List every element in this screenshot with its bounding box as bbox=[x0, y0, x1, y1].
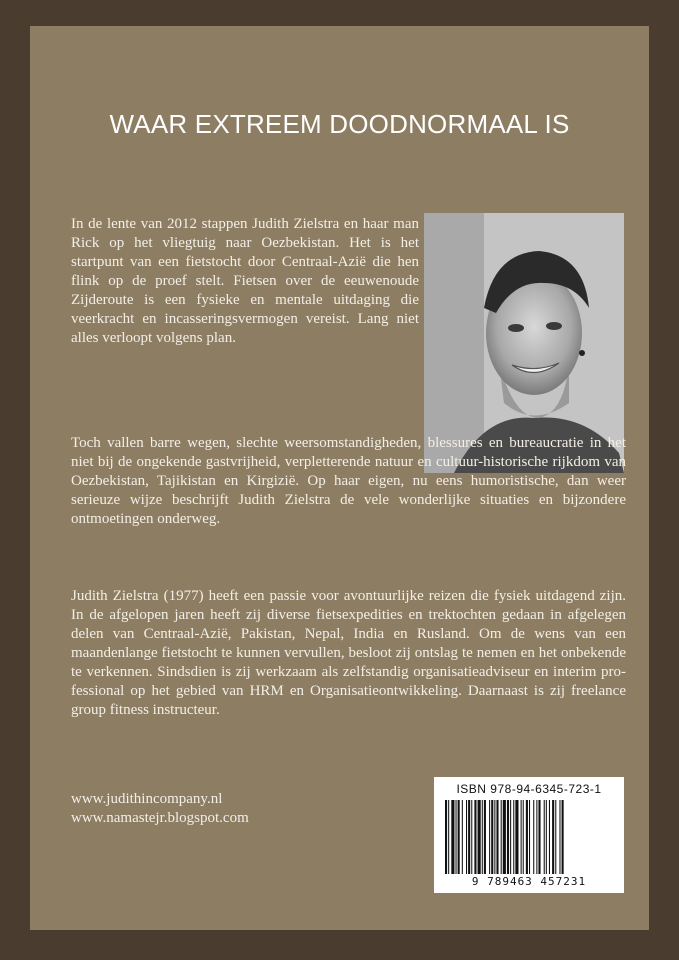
summary-paragraph: Toch vallen barre wegen, slechte weersomstandigheden, blessures en bureaucratie in het niet bij de ongekende gastvrijheid, verpletterende natuur en cultuur-historische rijkdom van Oezbekistan, Tajikistan en Kirgizië. Op haar eigen, nu eens humoristische, dan weer serieuze wijze beschrijft Judith Zielstra de vele wonderlijke situaties en bijzondere ontmoetingen onderweg. bbox=[71, 435, 626, 527]
website-links bbox=[71, 790, 249, 828]
barcode-digits: 9 789463 457231 bbox=[471, 875, 587, 888]
website-link-judithincompany[interactable]: www.judithincompany.nl bbox=[71, 791, 223, 807]
author-bio-paragraph: Judith Zielstra (1977) heeft een passie voor avontuurlijke reizen die fysiek uitdagend zijn. In de afgelopen jaren heeft zij diverse fietsexpedities en trektochten gedaan in afgelegen delen van Centraal-Azië, Pakistan, Nepal, India en Rusland. Om de wens van een maandenlange fietstocht te kunnen vervullen, besloot zij ontslag te nemen en het onbekende te verkennen. Sindsdien is zij werkzaam als zelfstandig organisatieadviseur en interim professional op het gebied van HRM en Organisatieontwikkeling. Daarnaast is zij freelance group fitness instructeur. bbox=[71, 588, 626, 718]
barcode-bars bbox=[443, 800, 615, 874]
book-back-cover bbox=[30, 26, 649, 930]
cover-title: WAAR EXTREEM DOODNORMAAL IS bbox=[109, 109, 570, 139]
intro-paragraph: In de lente van 2012 stappen Judith Zielstra en haar man Rick op het vliegtuig naar Oezbekistan. Het is het startpunt van een fietstocht door Centraal-Azië die hen flink op de proef stelt. Fietsen over de eeuwenoude Zijderoute is een fysieke en mentale uitdaging die veerkracht en incasseringsvermogen vereist. Lang niet alles verloopt volgens plan. bbox=[71, 216, 419, 346]
isbn-label: ISBN 978-94-6345-723-1 bbox=[456, 782, 602, 796]
website-link-blogspot[interactable]: www.namastejr.blogspot.com bbox=[71, 810, 249, 826]
isbn-barcode bbox=[434, 777, 624, 893]
